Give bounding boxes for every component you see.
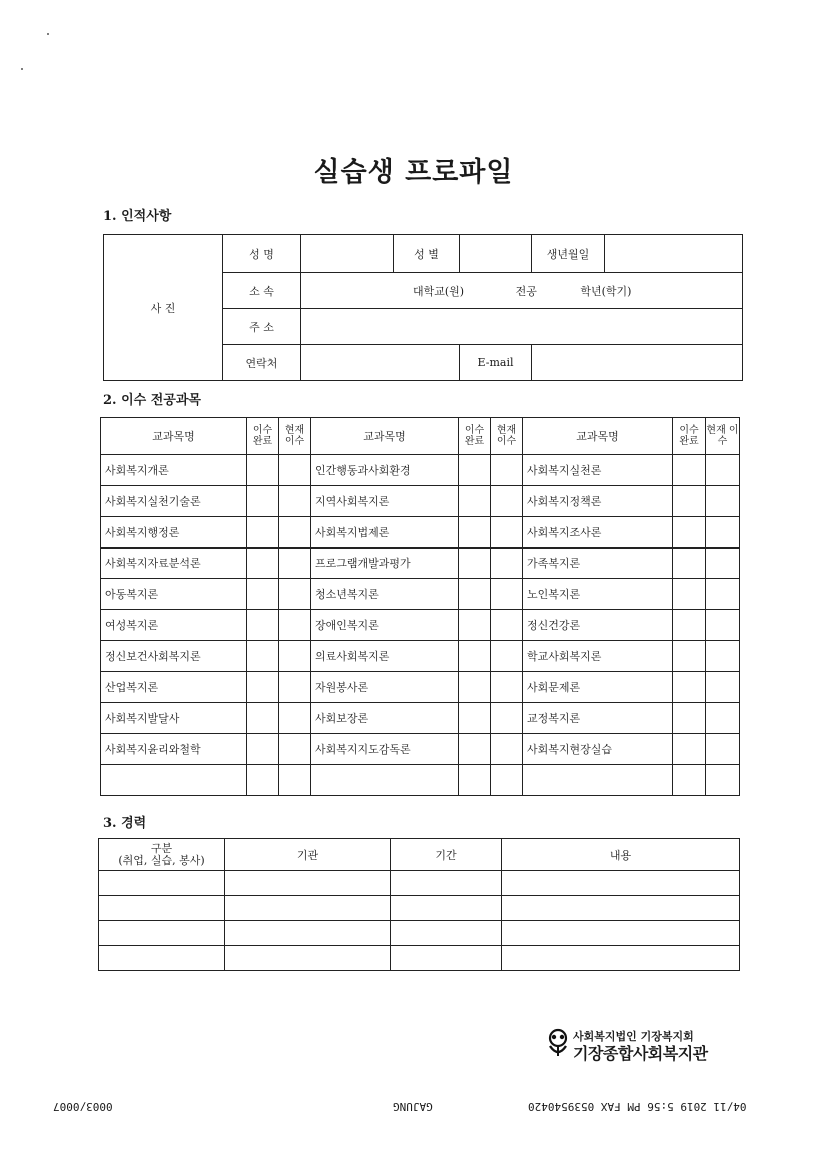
course-done-cell[interactable] xyxy=(459,579,491,610)
course-row xyxy=(101,548,740,579)
section-1-heading: 1. 인적사항 xyxy=(103,209,172,224)
career-org-field[interactable] xyxy=(225,921,391,946)
course-current-cell[interactable] xyxy=(491,703,523,734)
course-done-cell[interactable] xyxy=(673,672,706,703)
career-content-field[interactable] xyxy=(502,921,740,946)
course-name xyxy=(523,765,673,796)
col-type-header xyxy=(99,839,225,871)
organization-name: 기장종합사회복지관 xyxy=(573,1044,708,1063)
photo-cell[interactable] xyxy=(104,235,223,381)
col-current-header: 현재 이수 xyxy=(706,418,740,455)
course-done-cell[interactable] xyxy=(459,486,491,517)
organization-parent-name: 사회복지법인 기장복지회 xyxy=(573,1030,694,1043)
course-row xyxy=(101,734,740,765)
career-type-field[interactable] xyxy=(99,896,225,921)
course-current-cell[interactable] xyxy=(491,672,523,703)
course-current-cell[interactable] xyxy=(491,548,523,579)
course-name: 학교사회복지론 xyxy=(523,641,673,672)
course-name: 사회복지개론 xyxy=(101,455,247,486)
course-done-cell[interactable] xyxy=(673,517,706,548)
course-current-cell[interactable] xyxy=(706,579,740,610)
course-done-cell[interactable] xyxy=(459,548,491,579)
course-row xyxy=(101,765,740,796)
course-name: 사회복지발달사 xyxy=(101,703,247,734)
course-done-cell[interactable] xyxy=(673,734,706,765)
contact-field[interactable] xyxy=(301,345,460,381)
course-done-cell[interactable] xyxy=(459,734,491,765)
courses-table xyxy=(100,417,740,796)
course-done-cell[interactable] xyxy=(673,641,706,672)
course-name xyxy=(101,765,247,796)
course-current-cell[interactable] xyxy=(491,641,523,672)
course-current-cell[interactable] xyxy=(279,641,311,672)
col-type-sublabel: (취업, 실습, 봉사) xyxy=(118,853,205,867)
career-period-field[interactable] xyxy=(391,896,502,921)
course-current-cell[interactable] xyxy=(706,703,740,734)
col-current-header: 현재 이수 xyxy=(491,418,523,455)
course-row xyxy=(101,517,740,548)
course-done-cell[interactable] xyxy=(247,455,279,486)
col-done-header: 이수 완료 xyxy=(459,418,491,455)
course-current-cell[interactable] xyxy=(279,672,311,703)
course-done-cell[interactable] xyxy=(247,486,279,517)
course-current-cell[interactable] xyxy=(279,486,311,517)
photo-label: 사 진 xyxy=(150,301,176,315)
career-content-field[interactable] xyxy=(502,896,740,921)
course-current-cell[interactable] xyxy=(706,486,740,517)
col-subject-header: 교과목명 xyxy=(101,418,247,455)
affiliation-field[interactable] xyxy=(301,273,743,309)
course-done-cell[interactable] xyxy=(673,579,706,610)
course-done-cell[interactable] xyxy=(459,641,491,672)
career-type-field[interactable] xyxy=(99,871,225,896)
course-current-cell[interactable] xyxy=(491,765,523,796)
course-done-cell[interactable] xyxy=(247,703,279,734)
col-org-header: 기관 xyxy=(225,839,391,871)
course-row xyxy=(101,486,740,517)
course-done-cell[interactable] xyxy=(247,517,279,548)
course-done-cell[interactable] xyxy=(459,517,491,548)
course-done-cell[interactable] xyxy=(247,734,279,765)
course-done-cell[interactable] xyxy=(673,703,706,734)
course-row xyxy=(101,703,740,734)
course-current-cell[interactable] xyxy=(706,765,740,796)
organization-emblem-icon xyxy=(545,1028,571,1058)
course-name: 자원봉사론 xyxy=(311,672,459,703)
page-title: 실습생 프로파일 xyxy=(313,157,514,188)
course-current-cell[interactable] xyxy=(279,765,311,796)
course-current-cell[interactable] xyxy=(279,548,311,579)
gender-field[interactable] xyxy=(460,235,532,273)
career-type-field[interactable] xyxy=(99,946,225,971)
career-period-field[interactable] xyxy=(391,946,502,971)
course-current-cell[interactable] xyxy=(279,734,311,765)
course-row xyxy=(101,610,740,641)
course-name: 가족복지론 xyxy=(523,548,673,579)
career-table xyxy=(98,838,740,971)
course-name: 사회문제론 xyxy=(523,672,673,703)
course-name: 사회복지법제론 xyxy=(311,517,459,548)
course-current-cell[interactable] xyxy=(279,610,311,641)
course-done-cell[interactable] xyxy=(247,610,279,641)
scan-speck xyxy=(47,33,49,35)
affiliation-univ-text: 대학교(원) xyxy=(413,284,465,298)
course-name: 장애인복지론 xyxy=(311,610,459,641)
course-current-cell[interactable] xyxy=(706,641,740,672)
scan-speck xyxy=(21,68,23,70)
course-current-cell[interactable] xyxy=(491,610,523,641)
course-name: 사회복지윤리와철학 xyxy=(101,734,247,765)
col-done-header: 이수 완료 xyxy=(673,418,706,455)
course-name: 사회복지실천기술론 xyxy=(101,486,247,517)
course-name xyxy=(311,765,459,796)
course-current-cell[interactable] xyxy=(706,734,740,765)
career-content-field[interactable] xyxy=(502,871,740,896)
course-done-cell[interactable] xyxy=(673,486,706,517)
course-row xyxy=(101,455,740,486)
course-current-cell[interactable] xyxy=(706,455,740,486)
col-content-header: 내용 xyxy=(502,839,740,871)
course-name: 교정복지론 xyxy=(523,703,673,734)
col-subject-header: 교과목명 xyxy=(523,418,673,455)
section-2-heading: 2. 이수 전공과목 xyxy=(103,393,201,408)
course-name: 산업복지론 xyxy=(101,672,247,703)
course-current-cell[interactable] xyxy=(491,734,523,765)
course-name: 프로그램개발과평가 xyxy=(311,548,459,579)
course-name: 사회보장론 xyxy=(311,703,459,734)
course-current-cell[interactable] xyxy=(706,548,740,579)
address-field[interactable] xyxy=(301,309,743,345)
name-field[interactable] xyxy=(301,235,394,273)
course-done-cell[interactable] xyxy=(247,641,279,672)
course-current-cell[interactable] xyxy=(491,486,523,517)
course-done-cell[interactable] xyxy=(247,672,279,703)
birth-label: 생년월일 xyxy=(532,235,605,273)
course-name: 노인복지론 xyxy=(523,579,673,610)
course-done-cell[interactable] xyxy=(247,548,279,579)
course-done-cell[interactable] xyxy=(459,455,491,486)
email-label: E-mail xyxy=(460,345,532,381)
course-current-cell[interactable] xyxy=(279,517,311,548)
course-name: 지역사회복지론 xyxy=(311,486,459,517)
course-current-cell[interactable] xyxy=(491,579,523,610)
fax-header-middle: GAJUNG xyxy=(393,1100,433,1113)
name-label: 성 명 xyxy=(223,235,301,273)
course-done-cell[interactable] xyxy=(673,548,706,579)
col-period-header: 기간 xyxy=(391,839,502,871)
course-current-cell[interactable] xyxy=(279,455,311,486)
course-name: 사회복지조사론 xyxy=(523,517,673,548)
affiliation-major-text: 전공 xyxy=(515,284,537,298)
career-content-field[interactable] xyxy=(502,946,740,971)
course-done-cell[interactable] xyxy=(247,765,279,796)
col-current-header: 현재 이수 xyxy=(279,418,311,455)
course-current-cell[interactable] xyxy=(491,455,523,486)
career-period-field[interactable] xyxy=(391,921,502,946)
course-row xyxy=(101,641,740,672)
course-name: 여성복지론 xyxy=(101,610,247,641)
career-org-field[interactable] xyxy=(225,946,391,971)
career-period-field[interactable] xyxy=(391,871,502,896)
birth-field[interactable] xyxy=(605,235,743,273)
course-name: 사회복지행정론 xyxy=(101,517,247,548)
section-3-heading: 3. 경력 xyxy=(103,816,147,831)
course-row xyxy=(101,672,740,703)
course-current-cell[interactable] xyxy=(279,703,311,734)
course-done-cell[interactable] xyxy=(459,672,491,703)
course-current-cell[interactable] xyxy=(706,517,740,548)
course-row xyxy=(101,579,740,610)
career-org-field[interactable] xyxy=(225,896,391,921)
course-name: 사회복지지도감독론 xyxy=(311,734,459,765)
col-type-label: 구분 xyxy=(150,841,173,855)
course-name: 정신보건사회복지론 xyxy=(101,641,247,672)
organization-logo xyxy=(545,1026,745,1066)
course-name: 청소년복지론 xyxy=(311,579,459,610)
course-name: 아동복지론 xyxy=(101,579,247,610)
course-name: 정신건강론 xyxy=(523,610,673,641)
affiliation-grade-text: 학년(학기) xyxy=(580,284,632,298)
course-name: 사회복지현장실습 xyxy=(523,734,673,765)
career-org-field[interactable] xyxy=(225,871,391,896)
course-name: 의료사회복지론 xyxy=(311,641,459,672)
gender-label: 성 별 xyxy=(394,235,460,273)
course-name: 사회복지실천론 xyxy=(523,455,673,486)
course-done-cell[interactable] xyxy=(673,610,706,641)
affiliation-label: 소 속 xyxy=(223,273,301,309)
fax-header-left: 04/11 2019 5:56 PM FAX 0539540420 xyxy=(528,1100,747,1113)
fax-header-right: 0003/0007 xyxy=(53,1100,113,1113)
course-current-cell[interactable] xyxy=(279,579,311,610)
course-current-cell[interactable] xyxy=(491,517,523,548)
course-name: 사회복지자료분석론 xyxy=(101,548,247,579)
course-done-cell[interactable] xyxy=(673,455,706,486)
col-done-header: 이수 완료 xyxy=(247,418,279,455)
course-current-cell[interactable] xyxy=(706,672,740,703)
course-current-cell[interactable] xyxy=(706,610,740,641)
course-done-cell[interactable] xyxy=(673,765,706,796)
course-done-cell[interactable] xyxy=(459,703,491,734)
personal-info-table xyxy=(103,234,743,381)
career-type-field[interactable] xyxy=(99,921,225,946)
course-done-cell[interactable] xyxy=(247,579,279,610)
address-label: 주 소 xyxy=(223,309,301,345)
col-subject-header: 교과목명 xyxy=(311,418,459,455)
course-name: 인간행동과사회환경 xyxy=(311,455,459,486)
course-name: 사회복지정책론 xyxy=(523,486,673,517)
course-done-cell[interactable] xyxy=(459,765,491,796)
contact-label: 연락처 xyxy=(223,345,301,381)
email-field[interactable] xyxy=(532,345,743,381)
course-done-cell[interactable] xyxy=(459,610,491,641)
